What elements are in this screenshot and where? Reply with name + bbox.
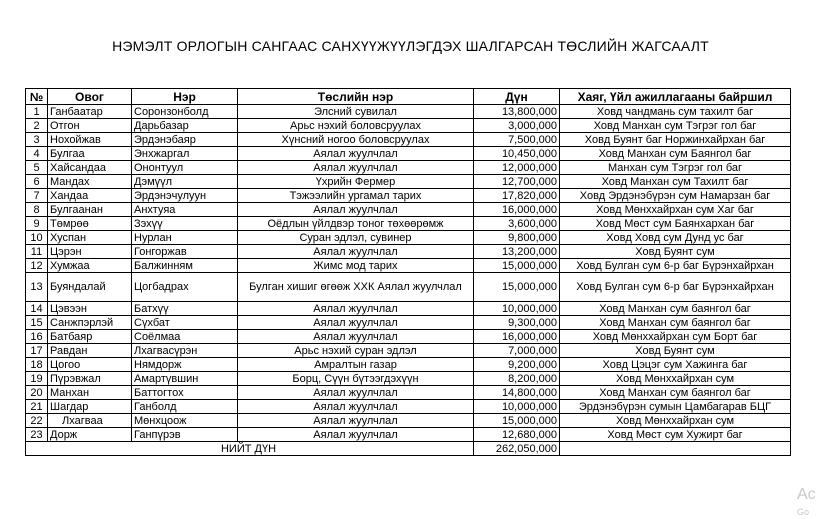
row-address: Ховд Мөнххайрхан сум xyxy=(560,414,791,428)
row-address: Ховд Манхан сум Тахилт баг xyxy=(560,175,791,189)
header-name: Нэр xyxy=(132,89,238,105)
row-amount: 10,000,000 xyxy=(474,302,560,316)
row-surname: Отгон xyxy=(48,119,132,133)
total-label: НИЙТ ДҮН xyxy=(26,442,474,456)
row-surname: Булгаа xyxy=(48,147,132,161)
row-address: Ховд Манхан сум Баянгол баг xyxy=(560,147,791,161)
row-address: Ховд Манхан сум баянгол баг xyxy=(560,302,791,316)
row-number: 1 xyxy=(26,105,48,119)
row-surname: Батбаяр xyxy=(48,330,132,344)
row-surname: Буяндалай xyxy=(48,273,132,302)
row-amount: 15,000,000 xyxy=(474,414,560,428)
table-row xyxy=(26,259,791,273)
row-project: Үхрийн Фермер xyxy=(238,175,474,189)
total-amount: 262,050,000 xyxy=(474,442,560,456)
row-name: Нурлан xyxy=(132,231,238,245)
row-surname: Санжпэрлэй xyxy=(48,316,132,330)
row-amount: 13,200,000 xyxy=(474,245,560,259)
row-number: 18 xyxy=(26,358,48,372)
row-amount: 12,680,000 xyxy=(474,428,560,442)
table-row xyxy=(26,105,791,119)
row-address: Ховд Ховд сум Дунд ус баг xyxy=(560,231,791,245)
header-project: Төслийн нэр xyxy=(238,89,474,105)
row-project: Аялал жуулчлал xyxy=(238,245,474,259)
row-name: Гонгоржав xyxy=(132,245,238,259)
row-address: Ховд Мөнххайрхан сум Хаг баг xyxy=(560,203,791,217)
row-project: Аялал жуулчлал xyxy=(238,400,474,414)
row-project: Аялал жуулчлал xyxy=(238,386,474,400)
row-surname: Төмрөө xyxy=(48,217,132,231)
row-number: 13 xyxy=(26,273,48,302)
row-number: 5 xyxy=(26,161,48,175)
header-amount: Дүн xyxy=(474,89,560,105)
row-address: Ховд Мөст сум Хужирт баг xyxy=(560,428,791,442)
row-surname: Мандах xyxy=(48,175,132,189)
row-name: Нямдорж xyxy=(132,358,238,372)
row-surname: Лхагваа xyxy=(48,414,132,428)
row-number: 22 xyxy=(26,414,48,428)
row-project: Арьс нэхий суран эдлэл xyxy=(238,344,474,358)
row-number: 16 xyxy=(26,330,48,344)
row-number: 12 xyxy=(26,259,48,273)
row-project: Аялал жуулчлал xyxy=(238,414,474,428)
row-amount: 13,800,000 xyxy=(474,105,560,119)
row-amount: 15,000,000 xyxy=(474,259,560,273)
row-amount: 14,800,000 xyxy=(474,386,560,400)
row-surname: Хумжаа xyxy=(48,259,132,273)
row-number: 15 xyxy=(26,316,48,330)
row-surname: Дорж xyxy=(48,428,132,442)
row-name: Мөнхцоож xyxy=(132,414,238,428)
row-project: Хүнсний ногоо боловсруулах xyxy=(238,133,474,147)
row-project: Арьс нэхий боловсруулах xyxy=(238,119,474,133)
row-amount: 17,820,000 xyxy=(474,189,560,203)
row-surname: Цогоо xyxy=(48,358,132,372)
row-project: Элсний сувилал xyxy=(238,105,474,119)
row-address: Ховд Булган сум 6-р баг Бүрэнхайрхан xyxy=(560,259,791,273)
row-surname: Хуспан xyxy=(48,231,132,245)
table-row xyxy=(26,330,791,344)
row-project: Оёдлын үйлдвэр тоног төхөөрөмж xyxy=(238,217,474,231)
row-address: Ховд Манхан сум баянгол баг xyxy=(560,386,791,400)
row-name: Сүхбат xyxy=(132,316,238,330)
row-amount: 8,200,000 xyxy=(474,372,560,386)
row-project: Аялал жуулчлал xyxy=(238,330,474,344)
row-surname: Ганбаатар xyxy=(48,105,132,119)
row-number: 6 xyxy=(26,175,48,189)
row-surname: Хандаа xyxy=(48,189,132,203)
row-surname: Пүрэвжал xyxy=(48,372,132,386)
row-surname: Булгаанан xyxy=(48,203,132,217)
row-number: 10 xyxy=(26,231,48,245)
row-name: Ганпүрэв xyxy=(132,428,238,442)
table-row xyxy=(26,428,791,442)
row-project: Аялал жуулчлал xyxy=(238,161,474,175)
table-row xyxy=(26,302,791,316)
table-row xyxy=(26,372,791,386)
table-row xyxy=(26,316,791,330)
row-address: Ховд Буянт баг Норжинхайрхан баг xyxy=(560,133,791,147)
row-project: Тэжээлийн ургамал тарих xyxy=(238,189,474,203)
table-row xyxy=(26,358,791,372)
row-address: Ховд Мөст сум Баянхархан баг xyxy=(560,217,791,231)
row-amount: 16,000,000 xyxy=(474,330,560,344)
row-address: Ховд Буянт сум xyxy=(560,344,791,358)
table-row xyxy=(26,119,791,133)
row-surname: Цэрэн xyxy=(48,245,132,259)
total-row xyxy=(26,442,791,456)
row-number: 17 xyxy=(26,344,48,358)
row-amount: 10,450,000 xyxy=(474,147,560,161)
row-number: 14 xyxy=(26,302,48,316)
table-row xyxy=(26,189,791,203)
row-number: 9 xyxy=(26,217,48,231)
table-row xyxy=(26,386,791,400)
row-address: Ховд Булган сум 6-р баг Бүрэнхайрхан xyxy=(560,273,791,302)
activation-watermark: Ac xyxy=(797,486,816,503)
row-surname: Равдан xyxy=(48,344,132,358)
row-amount: 9,800,000 xyxy=(474,231,560,245)
row-name: Энхжаргал xyxy=(132,147,238,161)
row-name: Батхүү xyxy=(132,302,238,316)
row-project: Борц, Сүүн бүтээгдэхүүн xyxy=(238,372,474,386)
row-name: Зэхүү xyxy=(132,217,238,231)
row-name: Цогбадрах xyxy=(132,273,238,302)
row-surname: Шагдар xyxy=(48,400,132,414)
row-amount: 3,000,000 xyxy=(474,119,560,133)
row-amount: 9,200,000 xyxy=(474,358,560,372)
table-row xyxy=(26,231,791,245)
row-address: Ховд Эрдэнэбүрэн сум Намарзан баг xyxy=(560,189,791,203)
row-number: 8 xyxy=(26,203,48,217)
row-surname: Нохойжав xyxy=(48,133,132,147)
row-project: Аялал жуулчлал xyxy=(238,428,474,442)
row-project: Аялал жуулчлал xyxy=(238,316,474,330)
row-number: 7 xyxy=(26,189,48,203)
row-project: Булган хишиг өгөөж ХХК Аялал жуулчлал xyxy=(238,273,474,302)
row-name: Дэмүүл xyxy=(132,175,238,189)
row-surname: Манхан xyxy=(48,386,132,400)
row-address: Эрдэнэбүрэн сумын Цамбагарав БЦГ xyxy=(560,400,791,414)
table-row xyxy=(26,400,791,414)
row-number: 23 xyxy=(26,428,48,442)
row-address: Манхан сум Тэгрэг гол баг xyxy=(560,161,791,175)
row-project: Суран эдлэл, сувинер xyxy=(238,231,474,245)
table-row xyxy=(26,217,791,231)
table-row xyxy=(26,273,791,302)
row-amount: 9,300,000 xyxy=(474,316,560,330)
row-project: Жимс мод тарих xyxy=(238,259,474,273)
row-amount: 10,000,000 xyxy=(474,400,560,414)
row-amount: 7,500,000 xyxy=(474,133,560,147)
total-empty-cell xyxy=(560,442,791,456)
row-name: Эрдэнэбаяр xyxy=(132,133,238,147)
table-row xyxy=(26,344,791,358)
table-row xyxy=(26,161,791,175)
table-row xyxy=(26,245,791,259)
row-address: Ховд Мөнххайрхан сум Борт баг xyxy=(560,330,791,344)
row-amount: 7,000,000 xyxy=(474,344,560,358)
row-number: 3 xyxy=(26,133,48,147)
row-project: Амралтын газар xyxy=(238,358,474,372)
row-address: Ховд Манхан сум баянгол баг xyxy=(560,316,791,330)
row-amount: 3,600,000 xyxy=(474,217,560,231)
row-name: Соёлмаа xyxy=(132,330,238,344)
row-name: Баттогтох xyxy=(132,386,238,400)
row-amount: 12,700,000 xyxy=(474,175,560,189)
row-number: 11 xyxy=(26,245,48,259)
row-surname: Хайсандаа xyxy=(48,161,132,175)
row-name: Амартүвшин xyxy=(132,372,238,386)
row-number: 20 xyxy=(26,386,48,400)
table-row xyxy=(26,147,791,161)
row-name: Ганболд xyxy=(132,400,238,414)
row-amount: 15,000,000 xyxy=(474,273,560,302)
row-name: Анхтуяа xyxy=(132,203,238,217)
row-project: Аялал жуулчлал xyxy=(238,203,474,217)
row-address: Ховд Манхан сум Тэгрэг гол баг xyxy=(560,119,791,133)
table-row xyxy=(26,203,791,217)
row-number: 4 xyxy=(26,147,48,161)
row-amount: 16,000,000 xyxy=(474,203,560,217)
row-number: 21 xyxy=(26,400,48,414)
row-address: Ховд Мөнххайрхан сум xyxy=(560,372,791,386)
row-name: Ононтуул xyxy=(132,161,238,175)
table-row xyxy=(26,414,791,428)
row-name: Эрдэнэчулуун xyxy=(132,189,238,203)
row-name: Соронзонболд xyxy=(132,105,238,119)
row-name: Дарьбазар xyxy=(132,119,238,133)
row-number: 19 xyxy=(26,372,48,386)
table-row xyxy=(26,133,791,147)
row-amount: 12,000,000 xyxy=(474,161,560,175)
row-surname: Цэвээн xyxy=(48,302,132,316)
table-header-row xyxy=(26,89,791,105)
row-project: Аялал жуулчлал xyxy=(238,302,474,316)
header-number: № xyxy=(26,89,48,105)
row-address: Ховд чандмань сум тахилт баг xyxy=(560,105,791,119)
row-address: Ховд Буянт сум xyxy=(560,245,791,259)
table-row xyxy=(26,175,791,189)
row-number: 2 xyxy=(26,119,48,133)
activation-watermark-sub: Go xyxy=(797,507,810,517)
row-name: Лхагвасүрэн xyxy=(132,344,238,358)
header-surname: Овог xyxy=(48,89,132,105)
row-address: Ховд Цэцэг сум Хажинга баг xyxy=(560,358,791,372)
row-project: Аялал жуулчлал xyxy=(238,147,474,161)
row-name: Балжинням xyxy=(132,259,238,273)
projects-table xyxy=(25,88,791,456)
page-title: НЭМЭЛТ ОРЛОГЫН САНГААС САНХҮҮЖҮҮЛЭГДЭХ ШАЛГАРСАН ТӨСЛИЙН ЖАГСААЛТ xyxy=(112,38,709,54)
header-address: Хаяг, Үйл ажиллагааны байршил xyxy=(560,89,791,105)
